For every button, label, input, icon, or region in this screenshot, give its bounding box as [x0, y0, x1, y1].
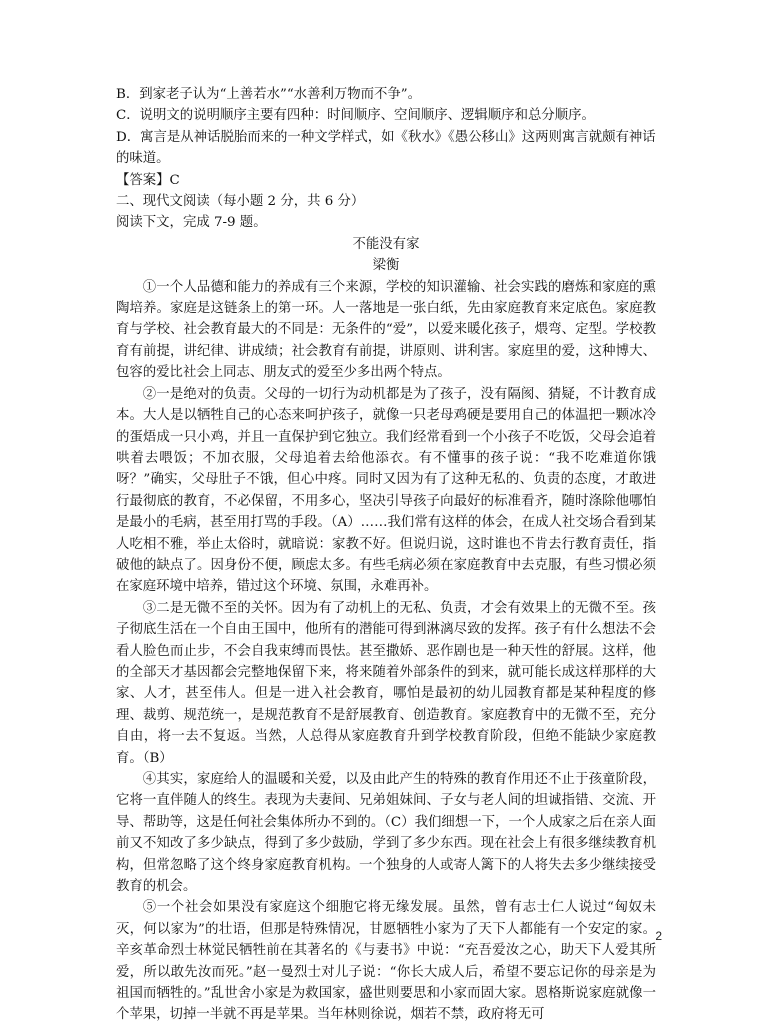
option-d: D．寓言是从神话脱胎而来的一种文学样式，如《秋水》《愚公移山》这两则寓言就颇有神话的味道。 [116, 129, 656, 167]
page-number: 2 [655, 929, 662, 943]
answer-line: 【答案】C [116, 172, 180, 188]
section-heading: 二、现代文阅读（每小题 2 分，共 6 分） [116, 194, 365, 210]
option-c: C．说明文的说明顺序主要有四种：时间顺序、空间顺序、逻辑顺序和总分顺序。 [116, 108, 595, 124]
article-title: 不能没有家 [352, 236, 420, 252]
paragraph-5: ⑤一个社会如果没有家庭这个细胞它将无缘发展。虽然，曾有志士仁人说过“匈奴未灭，何以家为”的壮语，但那是特殊情况，甘愿牺牲小家为了天下人都能有一个安定的家。辛亥革命烈士林觉民牺牲前在其著名的《与妻书》中说：“充吾爱汝之心，助天下人爱其所爱，所以敢先汝而死。”赵一曼烈士对儿子说：“你长大成人后，希望不要忘记你的母亲是为祖国而牺牲的。”乱世舍小家是为救国家，盛世则要思和小家而固大家。恩格斯说家庭就像一个苹果，切掉一半就不再是苹果。当年林则徐说，烟若不禁，政府将无可 [116, 900, 656, 1023]
page-content [116, 84, 656, 1026]
paragraph-4: ④其实，家庭给人的温暖和关爱，以及由此产生的特殊的教育作用还不止于孩童阶段，它将一直伴随人的终生。表现为夫妻间、兄弟姐妹间、子女与老人间的坦诚指错、交流、开导、帮助等，这是任何社会集体所办不到的。（C）我们细想一下，一个人成家之后在亲人面前又不知改了多少缺点，得到了多少鼓励，学到了多少东西。现在社会上有很多继续教育机构，但常忽略了这个终身家庭教育机构。一个独身的人或寄人篱下的人将失去多少继续接受教育的机会。 [116, 772, 656, 895]
paragraph-2: ②一是绝对的负责。父母的一切行为动机都是为了孩子，没有隔阂、猜疑，不计教育成本。大人是以牺牲自己的心态来呵护孩子，就像一只老母鸡硬是要用自己的体温把一颗冰冷的蛋焐成一只小鸡，并且一直保护到它独立。我们经常看到一个小孩子不吃饭，父母会追着哄着去喂饭；不加衣服，父母追着去给他添衣。有不懂事的孩子说：“我不吃难道你饿呀？”确实，父母肚子不饿，但心中疼。同时又因为有了这种无私的、负责的态度，才敢进行最彻底的教育，不必保留，不用多心，坚决引导孩子向最好的标准看齐，随时涤除他哪怕是最小的毛病，甚至用打骂的手段。（A）……我们常有这样的体会，在成人社交场合看到某人吃相不雅，举止太俗时，就暗说：家教不好。但说归说，这时谁也不肯去行教育责任，指破他的缺点了。因身份不便，顾虑太多。有些毛病必须在家庭教育中去克服，有些习惯必须在家庭环境中培养，错过这个环境、氛围，永难再补。 [116, 386, 656, 595]
paragraph-3: ③二是无微不至的关怀。因为有了动机上的无私、负责，才会有效果上的无微不至。孩子彻底生活在一个自由王国中，他所有的潜能可得到淋漓尽致的发挥。孩子有什么想法不会看人脸色而止步，不会自我束缚而畏怯。甚至撒娇、恶作剧也是一种天性的舒展。这样，他的全部天才基因都会完整地保留下来，将来随着外部条件的到来，就可能长成这样那样的大家、人才，甚至伟人。但是一进入社会教育，哪怕是最初的幼儿园教育都是某种程度的修理、裁剪、规范统一，是规范教育不是舒展教育、创造教育。家庭教育中的无微不至，充分自由，将一去不复返。当然，人总得从家庭教育升到学校教育阶段，但绝不能缺少家庭教育。（B） [116, 600, 656, 766]
reading-instruction: 阅读下文，完成 7-9 题。 [116, 215, 267, 231]
option-b: B．到家老子认为“上善若水”“水善利万物而不争”。 [116, 87, 422, 102]
article-author: 梁衡 [372, 258, 400, 274]
paragraph-1: ①一个人品德和能力的养成有三个来源，学校的知识灌输、社会实践的磨炼和家庭的熏陶培养。家庭是这链条上的第一环。人一落地是一张白纸，先由家庭教育来定底色。家庭教育与学校、社会教育最大的不同是：无条件的“爱”，以爱来暖化孩子，煨弯、定型。学校教育有前提，讲纪律、讲成绩；社会教育有前提，讲原则、讲利害。家庭里的爱，这种博大、包容的爱比社会上同志、朋友式的爱至少多出两个特点。 [116, 279, 656, 381]
